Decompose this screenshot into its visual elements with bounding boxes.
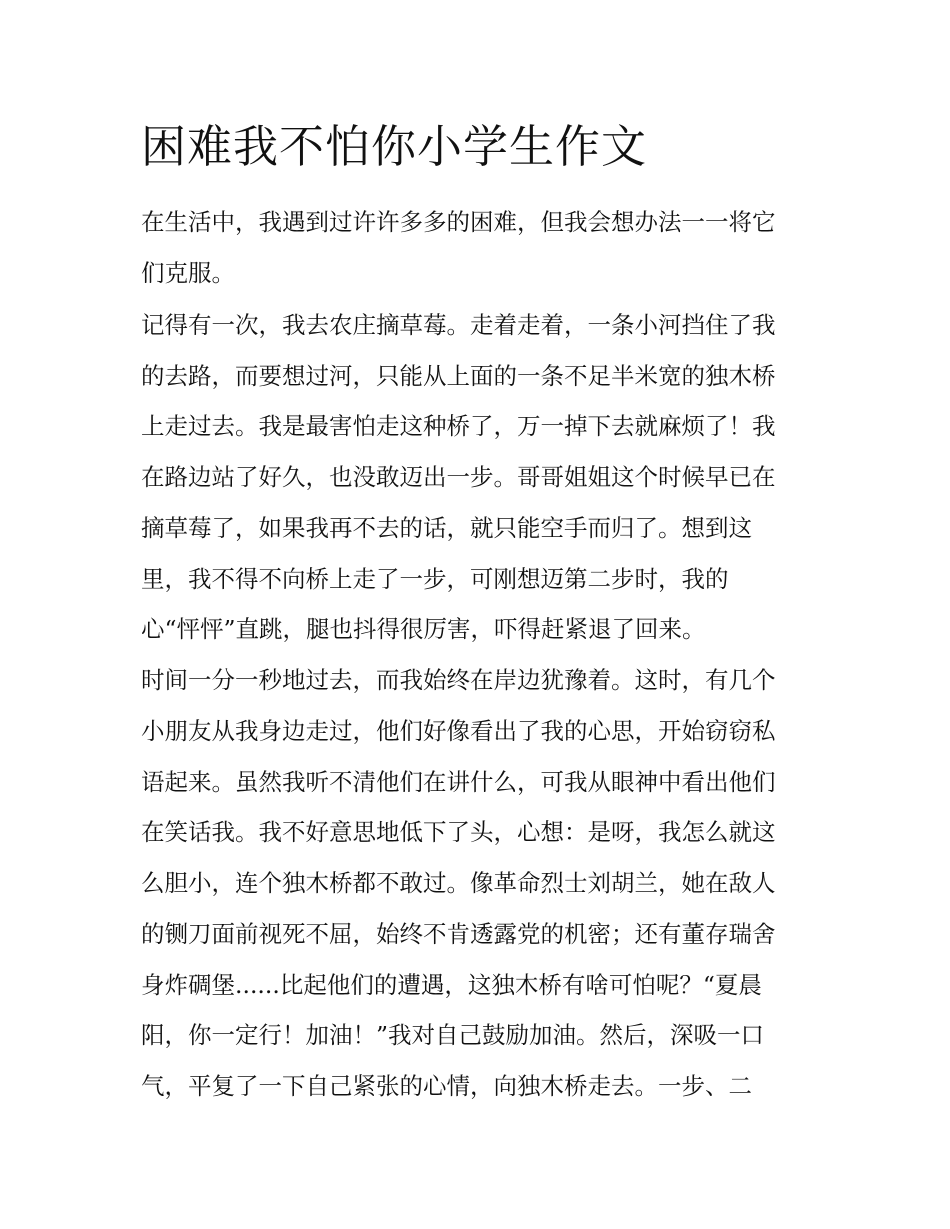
text-line: 语起来。虽然我听不清他们在讲什么，可我从眼神中看出他们 xyxy=(141,768,776,796)
text-line: 在生活中，我遇到过许许多多的困难，但我会想办法一一将它 xyxy=(141,208,776,236)
text-line: 么胆小，连个独木桥都不敢过。像革命烈士刘胡兰，她在敌人 xyxy=(141,869,776,897)
text-line: 的去路，而要想过河，只能从上面的一条不足半米宽的独木桥 xyxy=(141,362,776,390)
text-line: 的铡刀面前视死不屈，始终不肯透露党的机密；还有董存瑞舍 xyxy=(141,920,776,948)
text-line: 里，我不得不向桥上走了一步，可刚想迈第二步时，我的 xyxy=(141,565,729,593)
text-line: 气，平复了一下自己紧张的心情，向独木桥走去。一步、二 xyxy=(141,1072,752,1100)
essay-title: 困难我不怕你小学生作文 xyxy=(141,120,648,173)
text-line: 们克服。 xyxy=(141,259,235,287)
text-line: 在笑话我。我不好意思地低下了头，心想：是呀，我怎么就这 xyxy=(141,818,776,846)
text-line: 时间一分一秒地过去，而我始终在岸边犹豫着。这时，有几个 xyxy=(141,666,776,694)
text-line: 在路边站了好久，也没敢迈出一步。哥哥姐姐这个时候早已在 xyxy=(141,463,776,491)
text-line: 心“怦怦”直跳，腿也抖得很厉害，吓得赶紧退了回来。 xyxy=(141,615,706,643)
text-line: 阳，你一定行！加油！”我对自己鼓励加油。然后，深吸一口 xyxy=(141,1021,765,1049)
text-line: 小朋友从我身边走过，他们好像看出了我的心思，开始窃窃私 xyxy=(141,717,776,745)
text-line: 摘草莓了，如果我再不去的话，就只能空手而归了。想到这 xyxy=(141,514,752,542)
text-line: 上走过去。我是最害怕走这种桥了，万一掉下去就麻烦了！我 xyxy=(141,412,776,440)
text-line: 身炸碉堡......比起他们的遭遇，这独木桥有啥可怕呢？“夏晨 xyxy=(141,971,762,999)
text-line: 记得有一次，我去农庄摘草莓。走着走着，一条小河挡住了我 xyxy=(141,311,776,339)
